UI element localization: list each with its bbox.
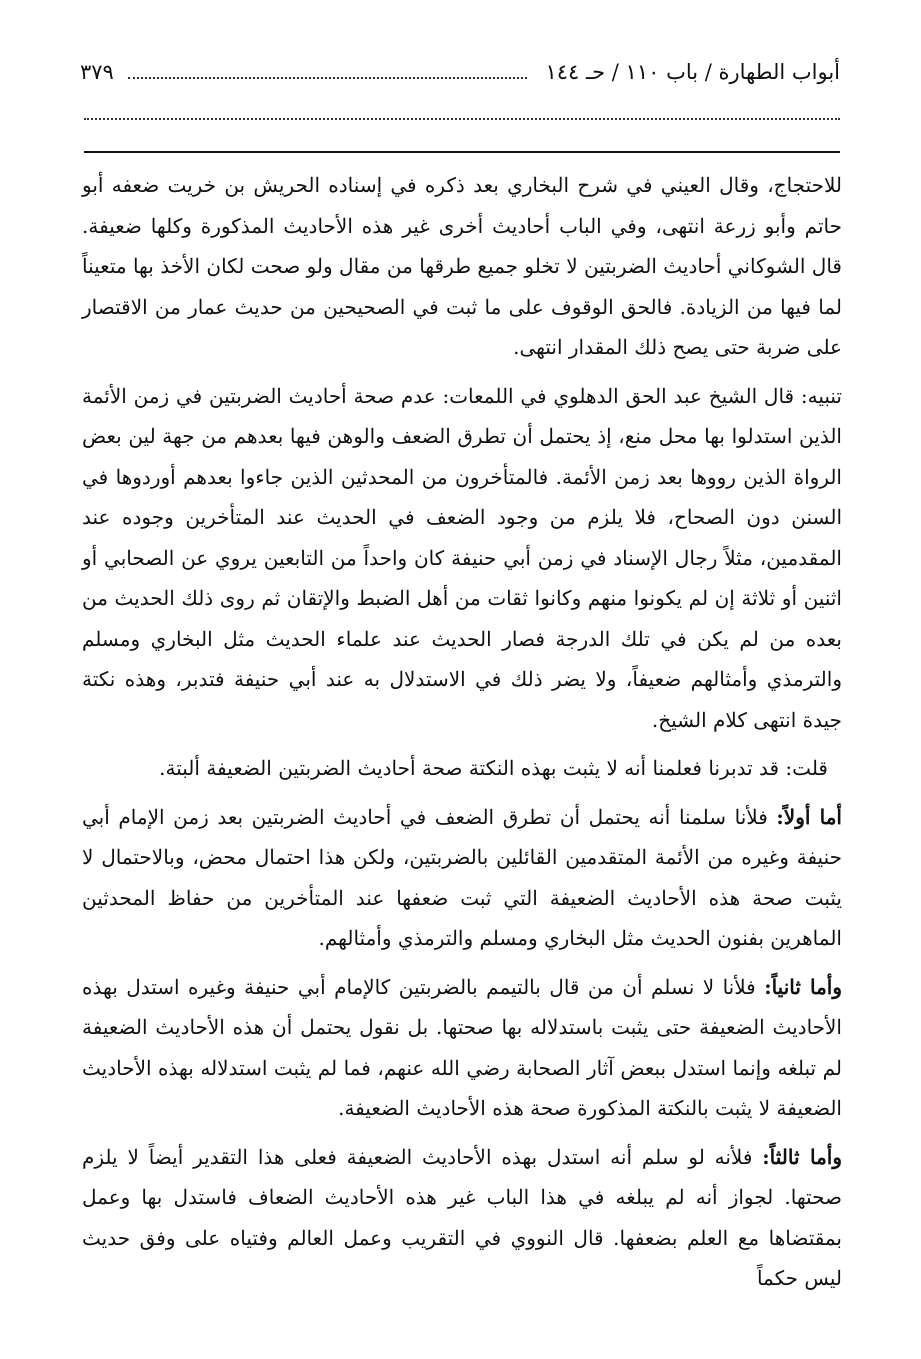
paragraph-text: فلأنا لا نسلم أن من قال بالتيمم بالضربتين كالإمام أبي حنيفة وغيره استدل بهذه الأحاديث الضعيفة حتى يثبت باستدلاله بها صحتها. بل نقول يحتمل أن هذه الأحاديث الضعيفة لم تبلغه وإنما استدل ببعض آثار الصحابة رضي الله عنهم، فما لم يثبت استدلاله بهذه الأحاديث الضعيفة لا يثبت بالنكتة المذكورة صحة هذه الأحاديث الضعيفة. bbox=[82, 974, 842, 1120]
paragraph-text: فلأنه لو سلم أنه استدل بهذه الأحاديث الضعيفة فعلى هذا التقدير أيضاً لا يلزم صحتها. لجواز أنه لم يبلغه في هذا الباب غير هذه الأحاديث الضعاف فاستدل بها وعمل بمقتضاها مع العلم بضعفها. قال النووي في التقريب وعمل العالم وفتياه على وفق حديث ليس حكماً bbox=[82, 1144, 842, 1290]
paragraph-text: قلت: قد تدبرنا فعلمنا أنه لا يثبت بهذه النكتة صحة أحاديث الضربتين الضعيفة ألبتة. bbox=[159, 756, 828, 780]
page-number: ٣٧٩ bbox=[80, 60, 114, 84]
running-header bbox=[80, 52, 840, 92]
dotted-divider bbox=[84, 118, 840, 120]
paragraph bbox=[82, 748, 842, 789]
paragraph bbox=[82, 165, 842, 368]
paragraph-lead: أما أولاً: bbox=[776, 804, 842, 829]
paragraph-text: فلأنا سلمنا أنه يحتمل أن تطرق الضعف في أحاديث الضربتين بعد زمن الإمام أبي حنيفة وغيره من الأئمة المتقدمين القائلين بالضربتين، ولكن هذا احتمال محض، وبالاحتمال لا يثبت صحة هذه الأحاديث الضعيفة التي ثبت ضعفها عند المتأخرين من حفاظ المحدثين الماهرين بفنون الحديث مثل البخاري ومسلم والترمذي وأمثالهم. bbox=[82, 804, 842, 950]
solid-divider bbox=[84, 151, 840, 153]
paragraph bbox=[82, 797, 842, 959]
paragraph-lead: وأما ثانياً: bbox=[764, 974, 842, 999]
paragraph-lead: وأما ثالثاً: bbox=[762, 1144, 843, 1169]
paragraph bbox=[82, 967, 842, 1129]
header-dotted-leader bbox=[128, 77, 528, 79]
paragraph-text: للاحتجاج، وقال العيني في شرح البخاري بعد ذكره في إسناده الحريش بن خريت ضعفه أبو حاتم وأبو زرعة انتهى، وفي الباب أحاديث أخرى غير هذه الأحاديث المذكورة وكلها ضعيفة. قال الشوكاني أحاديث الضربتين لا تخلو جميع طرقها من مقال ولو صحت لكان الأخذ بها متعيناً لما فيها من الزيادة. فالحق الوقوف على ما ثبت في الصحيحين من حديث عمار من الاقتصار على ضربة حتى يصح ذلك المقدار انتهى. bbox=[82, 173, 842, 359]
paragraph bbox=[82, 1137, 842, 1299]
header-title: أبواب الطهارة / باب ١١٠ / حـ ١٤٤ bbox=[545, 60, 840, 84]
main-text bbox=[82, 165, 842, 1299]
paragraph-text: تنبيه: قال الشيخ عبد الحق الدهلوي في اللمعات: عدم صحة أحاديث الضربتين في زمن الأئمة الذين استدلوا بها محل منع، إذ يحتمل أن تطرق الضعف والوهن فيها بعدهم من جهة لين بعض الرواة الذين رووها بعد زمن الأئمة. فالمتأخرون من المحدثين الذين جاءوا بعدهم أوردوها في السنن دون الصحاح، فلا يلزم من وجود الضعف في الحديث عند المتأخرين وجوده عند المقدمين، مثلاً رجال الإسناد في زمن أبي حنيفة كان واحداً من التابعين يروي عن الصحابي أو اثنين أو ثلاثة إن لم يكونوا منهم وكانوا ثقات من أهل الضبط والإتقان ثم روى ذلك الحديث من بعده من لم يكن في تلك الدرجة فصار الحديث عند علماء الحديث مثل البخاري ومسلم والترمذي وأمثالهم ضعيفاً، ولا يضر ذلك في الاستدلال به عند أبي حنيفة فتدبر، وهذه نكتة جيدة انتهى كلام الشيخ. bbox=[82, 383, 842, 732]
paragraph bbox=[82, 376, 842, 741]
